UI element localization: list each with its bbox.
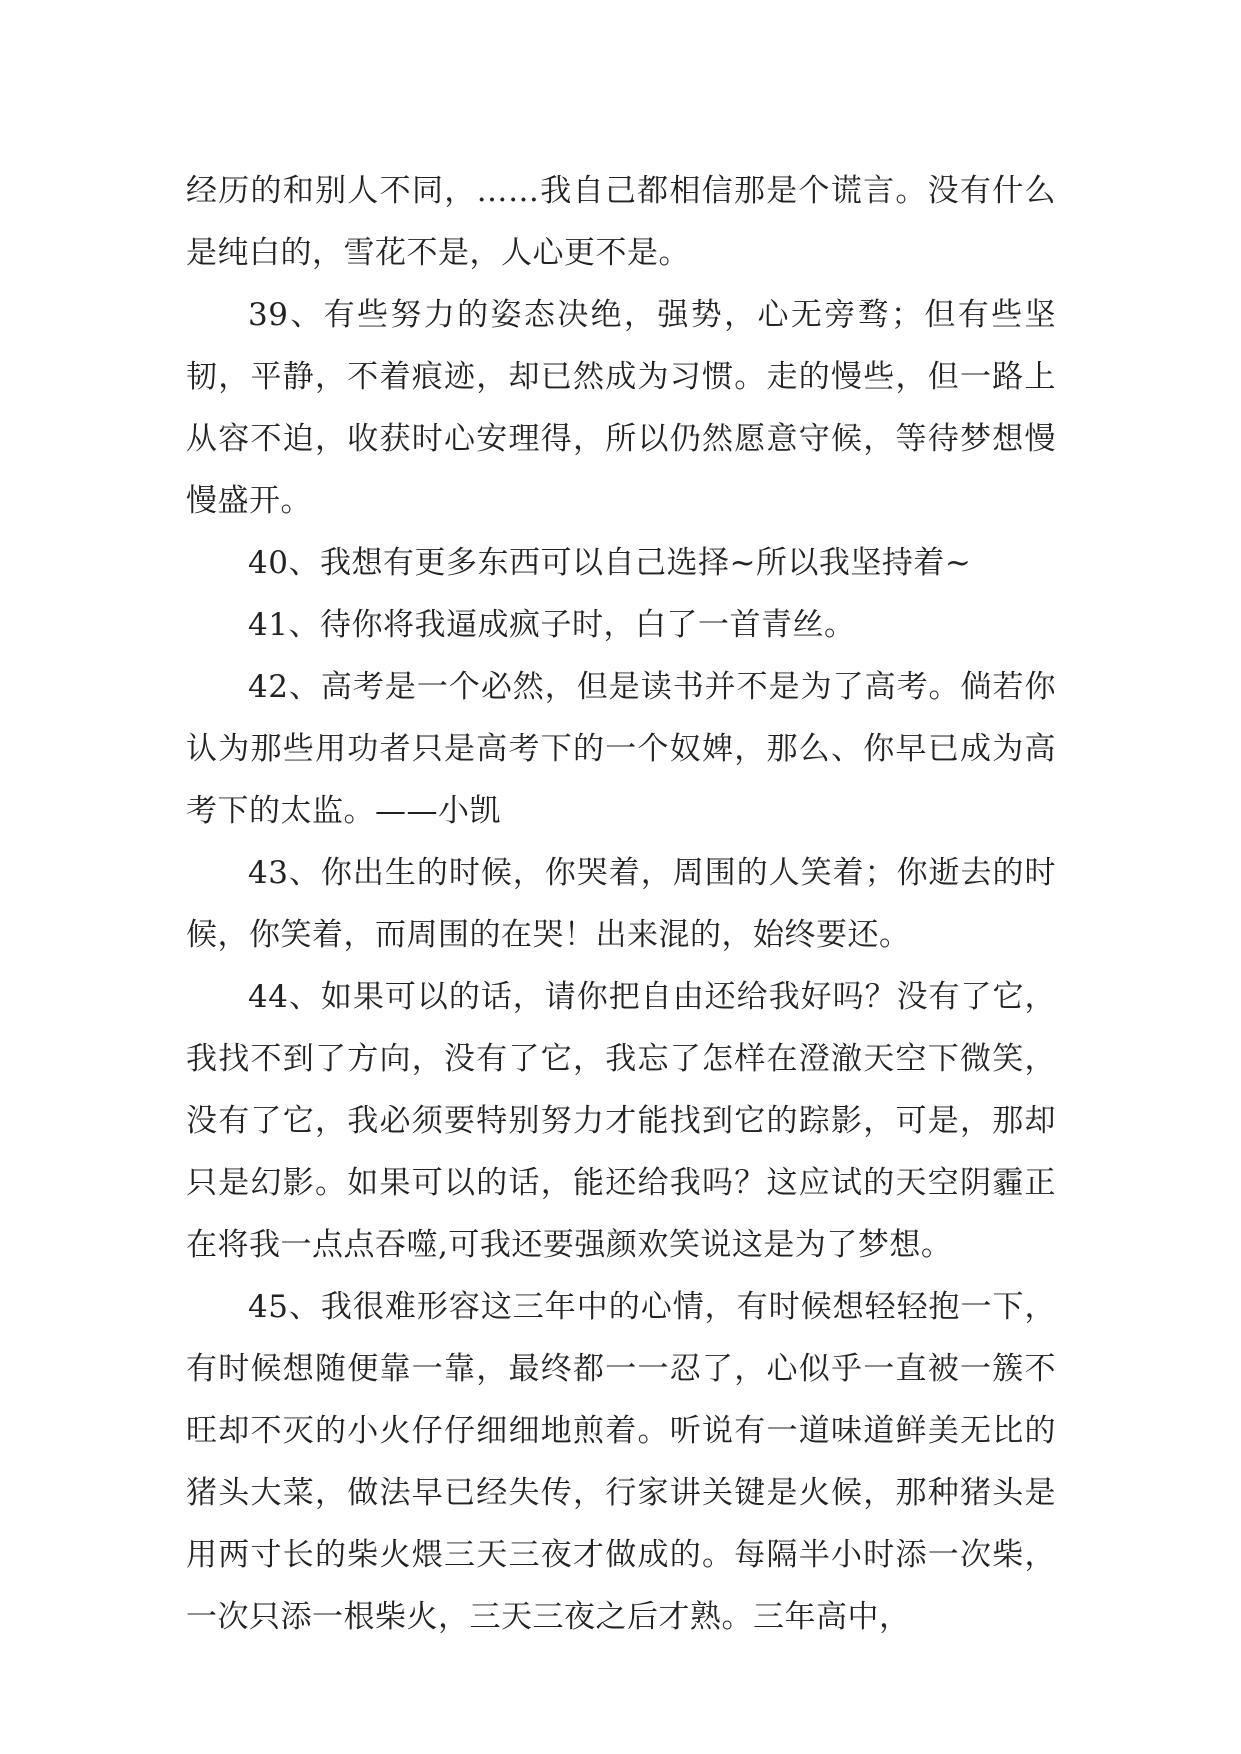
paragraph-42: 42、高考是一个必然，但是读书并不是为了高考。倘若你认为那些用功者只是高考下的一个奴婢，那么、你早已成为高考下的太监。——小凯 [186, 669, 1056, 829]
paragraph-44: 44、如果可以的话，请你把自由还给我好吗？没有了它，我找不到了方向，没有了它，我忘了怎样在澄澈天空下微笑，没有了它，我必须要特别努力才能找到它的踪影，可是，那却只是幻影。如果可以的话，能还给我吗？这应试的天空阴霾正在将我一点点吞噬,可我还要强颜欢笑说这是为了梦想。 [186, 979, 1056, 1263]
paragraph-40: 40、我想有更多东西可以自己选择~所以我坚持着~ [248, 545, 972, 581]
paragraph-continuation: 经历的和别人不同，……我自己都相信那是个谎言。没有什么是纯白的，雪花不是，人心更不是。 [186, 173, 1056, 271]
paragraph-43: 43、你出生的时候，你哭着，周围的人笑着；你逝去的时候，你笑着，而周围的在哭！出来混的，始终要还。 [186, 855, 1056, 953]
paragraph-45: 45、我很难形容这三年中的心情，有时候想轻轻抱一下，有时候想随便靠一靠，最终都一一忍了，心似乎一直被一簇不旺却不灭的小火仔仔细细地煎着。听说有一道味道鲜美无比的猪头大菜，做法早已经失传，行家讲关键是火候，那种猪头是用两寸长的柴火煨三天三夜才做成的。每隔半小时添一次柴，一次只添一根柴火，三天三夜之后才熟。三年高中， [186, 1289, 1056, 1635]
paragraph-41: 41、待你将我逼成疯子时，白了一首青丝。 [248, 607, 856, 643]
paragraph-39: 39、有些努力的姿态决绝，强势，心无旁骛；但有些坚韧，平静，不着痕迹，却已然成为习惯。走的慢些，但一路上从容不迫，收获时心安理得，所以仍然愿意守候，等待梦想慢慢盛开。 [186, 297, 1056, 519]
document-body [186, 160, 1056, 1648]
